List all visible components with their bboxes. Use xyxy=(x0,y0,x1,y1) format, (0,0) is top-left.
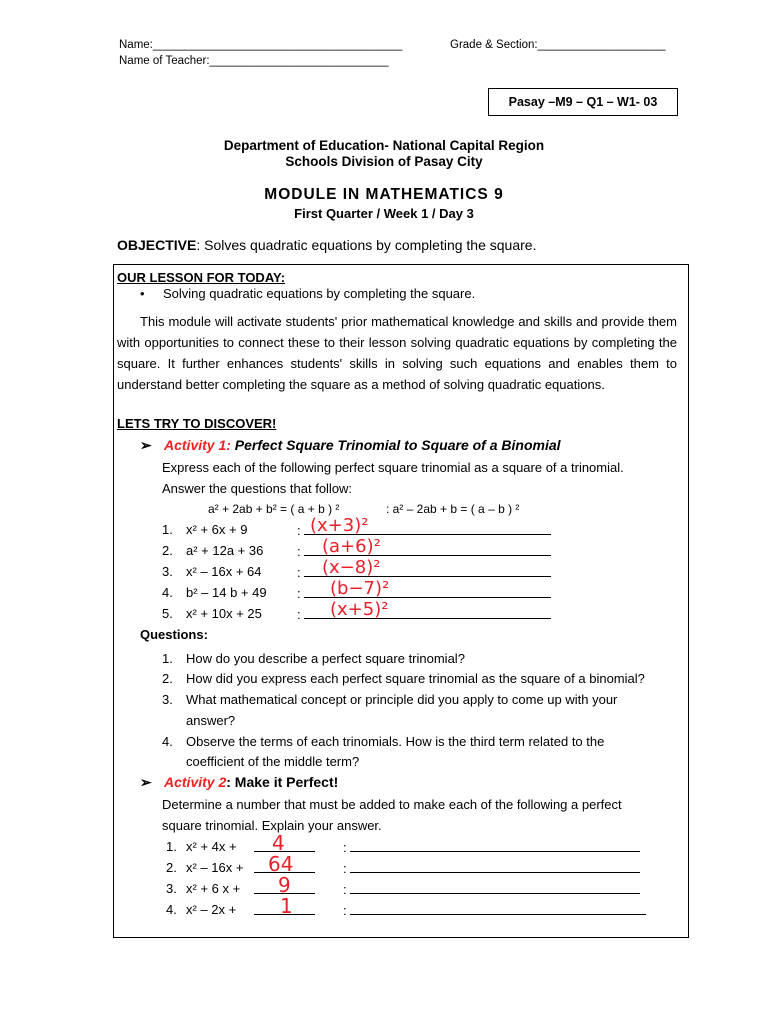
a2-expr: x² + 4x + xyxy=(186,839,237,854)
question-text: answer? xyxy=(186,713,236,728)
activity1-heading: ➢ Activity 1: Perfect Square Trinomial to Square of a Binomial xyxy=(140,437,561,453)
dept-title: Department of Education- National Capital Region xyxy=(223,138,545,153)
grade-section-field: Grade & Section:____________________ xyxy=(450,39,666,51)
question-text: How do you describe a perfect square trinomial? xyxy=(186,651,465,666)
formula-diff: : a² – 2ab + b = ( a – b ) ² xyxy=(386,502,520,516)
a2-answer: 9 xyxy=(278,873,291,897)
a1-blank[interactable]: : xyxy=(297,606,551,622)
a1-item: 1. xyxy=(162,522,173,537)
a2-expr: x² + 6 x + xyxy=(186,881,241,896)
a1-blank[interactable]: : xyxy=(297,564,551,580)
a1-blank[interactable]: : xyxy=(297,585,551,601)
module-title: MODULE IN MATHEMATICS 9 xyxy=(264,186,504,203)
a2-explain-blank[interactable]: : xyxy=(343,902,646,918)
arrow-icon: ➢ xyxy=(140,437,152,453)
question-text: Observe the terms of each trinomials. How is the third term related to the xyxy=(186,734,605,749)
a2-answer: 64 xyxy=(268,852,294,876)
a2-explain-blank[interactable]: : xyxy=(343,839,640,855)
question-num: 1. xyxy=(162,651,173,666)
a1-expr: a² + 12a + 36 xyxy=(186,543,264,558)
a2-num: 2. xyxy=(166,860,177,875)
a2-num: 4. xyxy=(166,902,177,917)
question-text: What mathematical concept or principle did you apply to come up with your xyxy=(186,692,618,707)
a1-item: 3. xyxy=(162,564,173,579)
activity1-instr1: Express each of the following perfect square trinomial as a square of a trinomial. xyxy=(162,460,624,475)
a1-blank[interactable]: : xyxy=(297,522,551,538)
a2-answer: 4 xyxy=(272,831,285,855)
bullet-icon: • xyxy=(140,286,145,301)
a1-blank[interactable]: : xyxy=(297,543,551,559)
a1-expr: x² + 6x + 9 xyxy=(186,522,248,537)
objective-label: OBJECTIVE xyxy=(117,237,197,253)
a1-answer: (x+5)² xyxy=(330,599,389,620)
lesson-heading: OUR LESSON FOR TODAY: xyxy=(117,270,286,285)
a2-explain-blank[interactable]: : xyxy=(343,860,640,876)
a2-num: 1. xyxy=(166,839,177,854)
a1-expr: x² – 16x + 64 xyxy=(186,564,262,579)
lesson-paragraph: This module will activate students' prior mathematical knowledge and skills and provide them with opportunities to connect these to their lesson solving quadratic equations by completing the square. It further enhances students' skills in solving such equations and enables them to understand better completing the square as a method of solving quadratic equations. xyxy=(117,314,677,392)
question-num: 3. xyxy=(162,692,173,707)
activity2-instr2: square trinomial. Explain your answer. xyxy=(162,818,382,833)
activity2-heading: ➢ Activity 2: Make it Perfect! xyxy=(140,774,339,790)
activity2-instr1: Determine a number that must be added to make each of the following a perfect xyxy=(162,797,622,812)
a2-expr: x² – 16x + xyxy=(186,860,244,875)
objective-text: : Solves quadratic equations by completing the square. xyxy=(196,237,537,253)
quarter-title: First Quarter / Week 1 / Day 3 xyxy=(294,206,474,221)
a1-answer: (b−7)² xyxy=(330,578,390,599)
a1-answer: (a+6)² xyxy=(322,536,381,557)
a1-item: 4. xyxy=(162,585,173,600)
name-field: Name:_______________________________________ xyxy=(119,39,403,51)
a1-item: 2. xyxy=(162,543,173,558)
a1-answer: (x+3)² xyxy=(310,515,369,536)
question-num: 2. xyxy=(162,671,173,686)
formula-sum: a² + 2ab + b² = ( a + b ) ² xyxy=(208,502,340,516)
a2-answer: 1 xyxy=(280,894,293,918)
a2-expr: x² – 2x + xyxy=(186,902,237,917)
division-title: Schools Division of Pasay City xyxy=(285,154,483,169)
teacher-field: Name of Teacher:____________________________ xyxy=(119,55,389,67)
question-text: How did you express each perfect square trinomial as the square of a binomial? xyxy=(186,671,645,686)
question-text: coefficient of the middle term? xyxy=(186,754,360,769)
arrow-icon: ➢ xyxy=(140,774,152,790)
questions-label: Questions: xyxy=(140,627,208,642)
a2-num: 3. xyxy=(166,881,177,896)
a1-expr: b² – 14 b + 49 xyxy=(186,585,267,600)
a2-explain-blank[interactable]: : xyxy=(343,881,640,897)
module-code: Pasay –M9 – Q1 – W1- 03 xyxy=(488,88,678,116)
a1-expr: x² + 10x + 25 xyxy=(186,606,262,621)
lesson-bullet: • Solving quadratic equations by completing the square. xyxy=(140,286,476,301)
discover-heading: LETS TRY TO DISCOVER! xyxy=(117,416,277,431)
question-num: 4. xyxy=(162,734,173,749)
objective xyxy=(117,237,536,253)
activity1-instr2: Answer the questions that follow: xyxy=(162,481,353,496)
a1-answer: (x−8)² xyxy=(322,557,381,578)
a1-item: 5. xyxy=(162,606,173,621)
